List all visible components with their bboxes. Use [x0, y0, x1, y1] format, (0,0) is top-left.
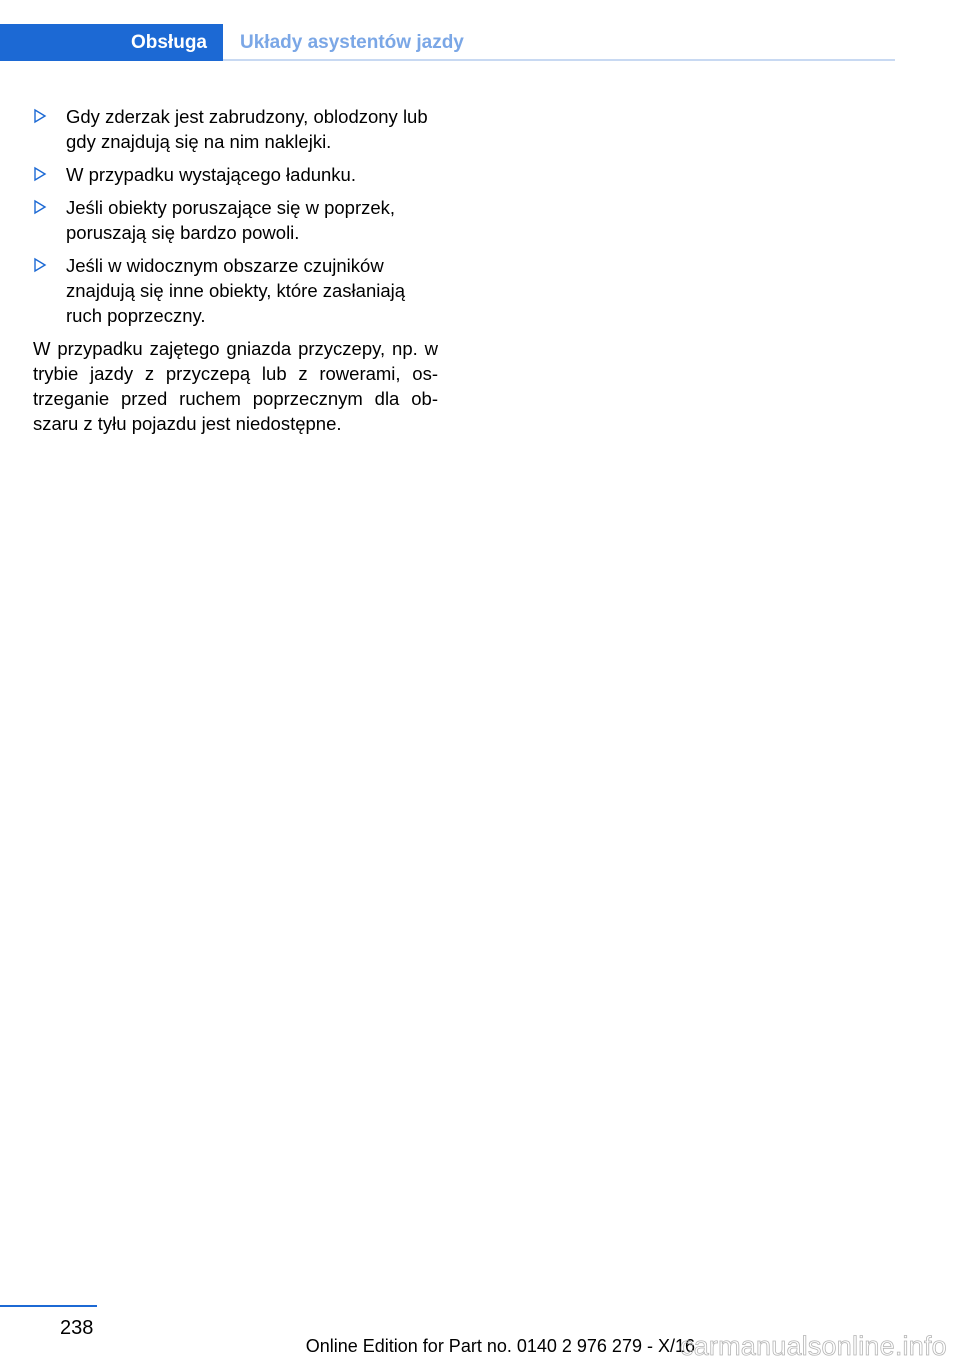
bullet-list	[33, 104, 438, 328]
main-content	[33, 104, 438, 436]
list-item-text: Jeśli obiekty poruszające się w poprzek, poruszają się bardzo powoli.	[66, 197, 396, 243]
site-watermark: carmanualsonline.info	[680, 1331, 947, 1361]
body-paragraph: W przypadku zajętego gniazda przyczepy, np. w trybie jazdy z przyczepą lub z rowerami, ostrzeganie przed ruchem poprzecznym dla obszaru z tyłu pojazdu jest niedostępne.	[33, 338, 438, 434]
list-item	[33, 195, 438, 245]
list-item-text: W przypadku wystającego ładunku.	[66, 164, 356, 185]
list-item	[33, 253, 438, 328]
list-item	[33, 162, 438, 187]
triangle-right-outline-icon	[33, 257, 47, 273]
chapter-title: Układy asystentów jazdy	[240, 32, 464, 53]
triangle-right-outline-icon	[33, 108, 47, 124]
footer-accent-line	[0, 1305, 97, 1307]
triangle-right-outline-icon	[33, 199, 47, 215]
header-divider	[223, 59, 895, 61]
section-tab: Obsługa	[0, 24, 223, 61]
triangle-right-outline-icon	[33, 166, 47, 182]
list-item	[33, 104, 438, 154]
page-number: 238	[60, 1317, 94, 1339]
list-item-text: Gdy zderzak jest zabrudzony, oblodzony lub gdy znajdują się na nim naklejki.	[66, 106, 428, 152]
edition-note: Online Edition for Part no. 0140 2 976 279 - X/16	[305, 1336, 695, 1356]
page-header	[0, 24, 895, 62]
list-item-text: Jeśli w widocznym obszarze czujników znajdują się inne obiekty, które zasłaniają ruch poprzeczny.	[66, 255, 406, 326]
